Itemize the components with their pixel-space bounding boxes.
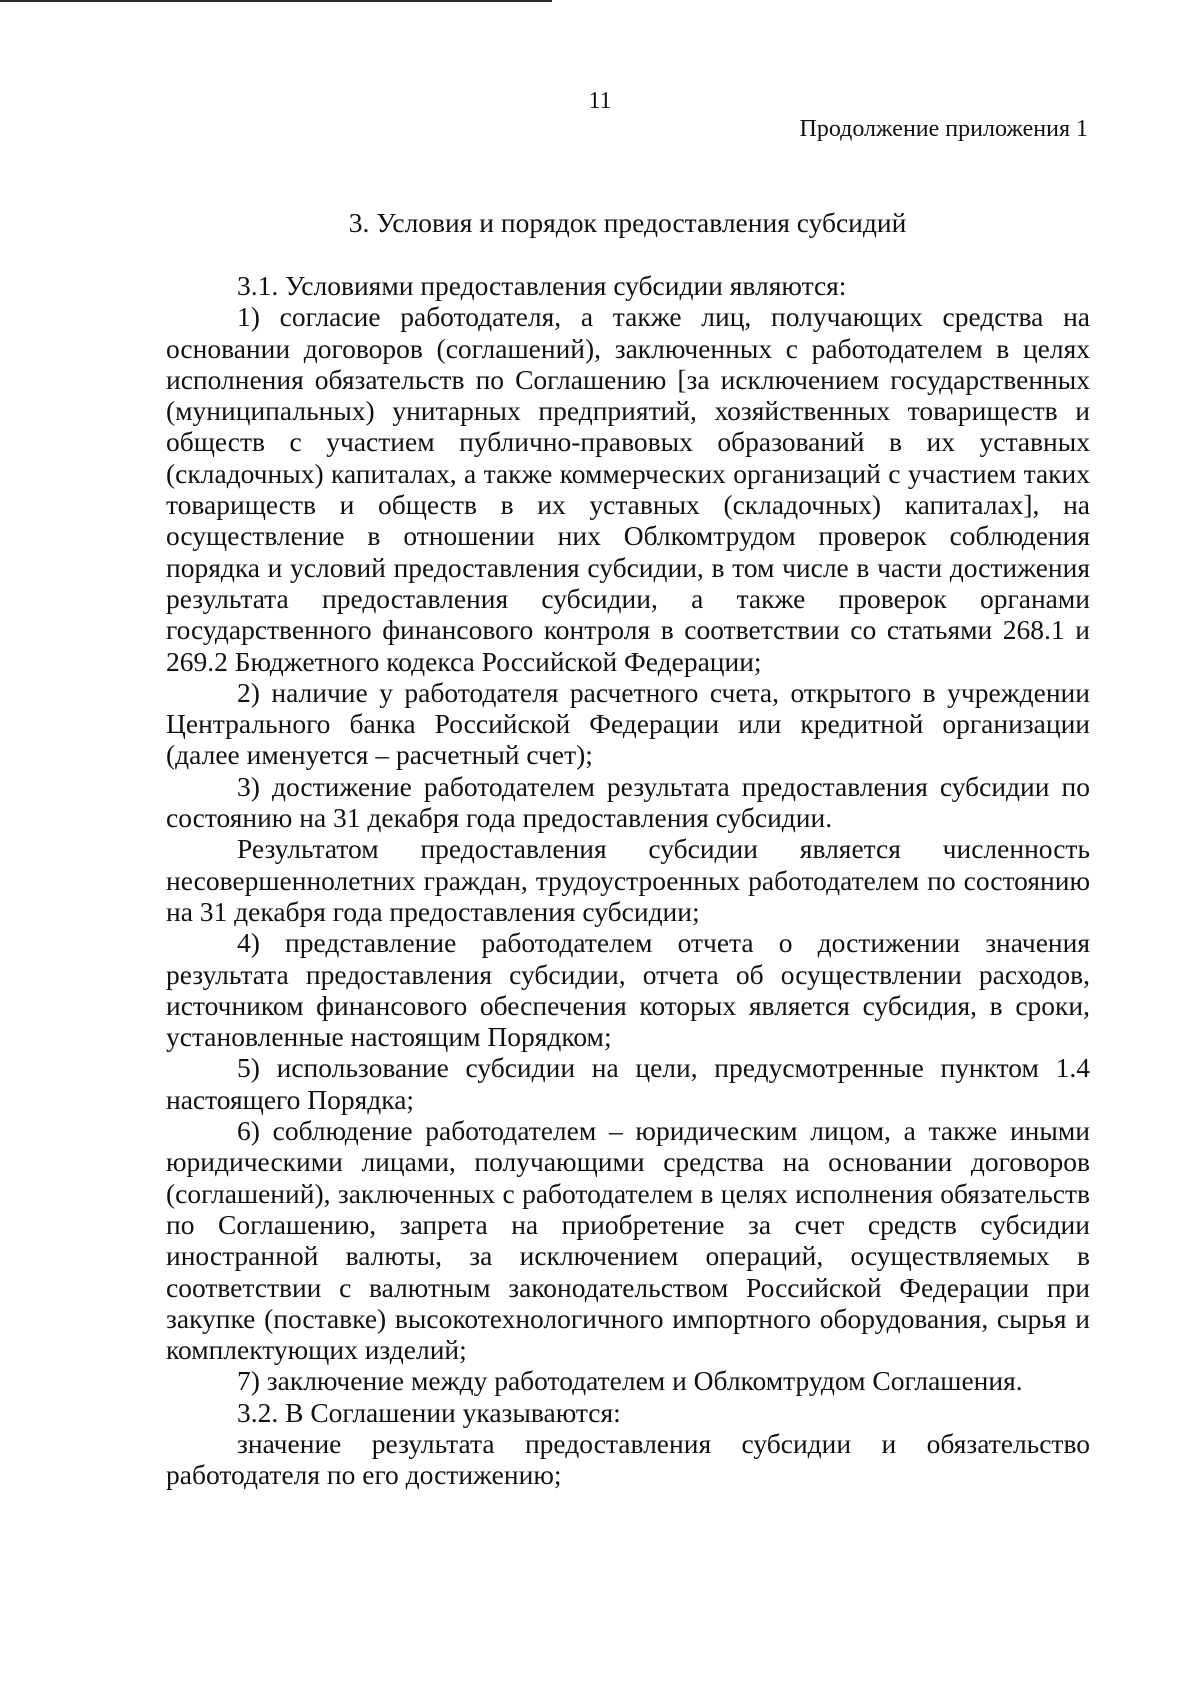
scan-edge-line	[0, 0, 552, 2]
section-title: 3. Условия и порядок предоставления субсидий	[348, 207, 907, 238]
paragraph-3-2: 3.2. В Соглашении указываются:	[237, 1396, 621, 1428]
paragraph-item-7: 7) заключение между работодателем и Облкомтрудом Соглашения.	[237, 1365, 1023, 1397]
appendix-continuation-note: Продолжение приложения 1	[799, 116, 1088, 142]
paragraph-item-2: 2) наличие у работодателя расчетного счета, открытого в учреждении Центрального банка Российской Федерации или кредитной организации (далее именуется – расчетный счет);	[166, 676, 1090, 771]
paragraph-item-3: 3) достижение работодателем результата предоставления субсидии по состоянию на 31 декабря года предоставления субсидии.	[166, 770, 1090, 834]
paragraph-item-4: 4) представление работодателем отчета о достижении значения результата предоставления субсидии, отчета об осуществлении расходов, источником финансового обеспечения которых является субсидия, в сроки, установленные настоящим Порядком;	[166, 927, 1090, 1053]
page-number: 11	[588, 88, 612, 114]
paragraph-result-definition: Результатом предоставления субсидии является численность несовершеннолетних граждан, трудоустроенных работодателем по состоянию на 31 декабря года предоставления субсидии;	[166, 833, 1090, 927]
paragraph-item-6: 6) соблюдение работодателем – юридическим лицом, а также иными юридическими лицами, получающими средства на основании договоров (соглашений), заключенных с работодателем в целях исполнения обязательств по Соглашению, запрета на приобретение за счет средств субсидии иностранной валюты, за исключением операций, осуществляемых в соответствии с валютным законодательством Российской Федерации при закупке (поставке) высокотехнологичного импортного оборудования, сырья и комплектующих изделий;	[166, 1115, 1090, 1366]
paragraph-item-1: 1) согласие работодателя, а также лиц, получающих средства на основании договоров (соглашений), заключенных с работодателем в целях исполнения обязательств по Соглашению [за исключением государственных (муниципальных) унитарных предприятий, хозяйственных товариществ и обществ с участием публично-правовых образований в их уставных (складочных) капиталах, а также коммерческих организаций с участием таких товариществ и обществ в их уставных (складочных) капиталах], на осуществление в отношении них Облкомтрудом проверок соблюдения порядка и условий предоставления субсидии, в том числе в части достижения результата предоставления субсидии, а также проверок органами государственного финансового контроля в соответствии со статьями 268.1 и 269.2 Бюджетного кодекса Российской Федерации;	[166, 301, 1090, 677]
paragraph-agreement-value: значение результата предоставления субсидии и обязательство работодателя по его достижению;	[166, 1427, 1090, 1491]
document-body	[166, 270, 1090, 1491]
paragraph-item-5: 5) использование субсидии на цели, предусмотренные пунктом 1.4 настоящего Порядка;	[166, 1052, 1090, 1115]
paragraph-3-1: 3.1. Условиями предоставления субсидии являются:	[237, 270, 847, 301]
